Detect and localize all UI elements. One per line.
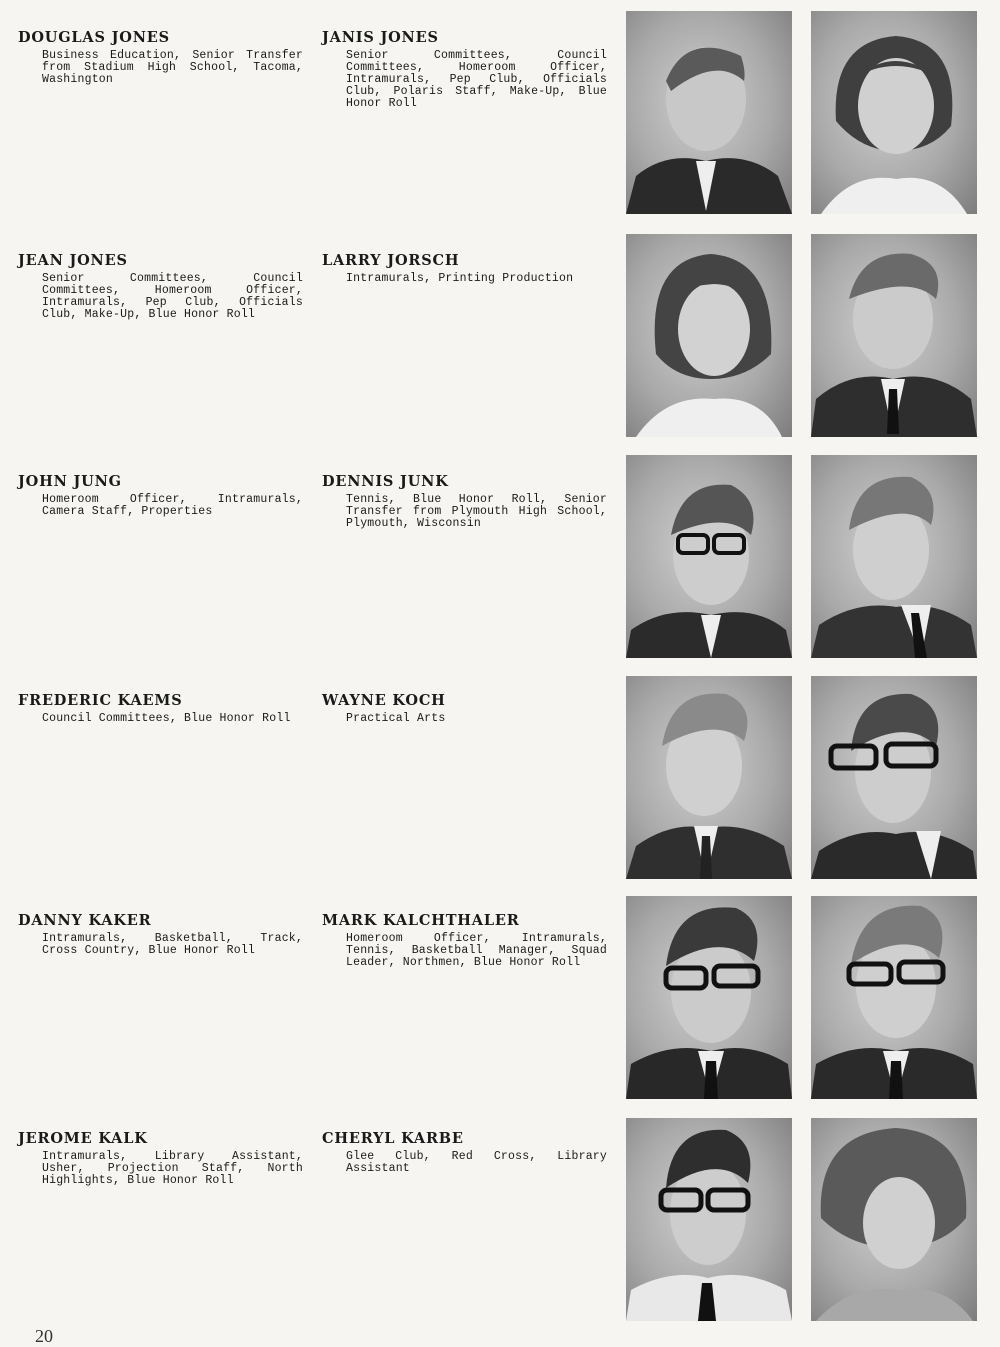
student-entry-jerome-kalk xyxy=(18,1130,303,1187)
student-row-1 xyxy=(0,11,1000,216)
student-name: JOHN JUNG xyxy=(18,473,122,490)
student-activities: Homeroom Officer, Intramurals, Camera Staff, Properties xyxy=(42,493,303,518)
student-entry-dennis-junk xyxy=(322,473,607,530)
student-activities: Tennis, Blue Honor Roll, Senior Transfer from Plymouth High School, Plymouth, Wisconsin xyxy=(346,493,607,530)
portrait-photo-danny-kaker xyxy=(626,896,792,1099)
student-entry-cheryl-karbe xyxy=(322,1130,607,1175)
student-name: CHERYL KARBE xyxy=(322,1130,464,1147)
student-entry-mark-kalchthaler xyxy=(322,912,607,969)
student-row-5 xyxy=(0,896,1000,1101)
portrait-photo-jerome-kalk xyxy=(626,1118,792,1321)
student-row-6 xyxy=(0,1118,1000,1323)
student-entry-larry-jorsch xyxy=(322,252,607,285)
student-entry-danny-kaker xyxy=(18,912,303,957)
student-activities: Senior Committees, Council Committees, Homeroom Officer, Intramurals, Pep Club, Officials Club, Make-Up, Blue Honor Roll xyxy=(42,272,303,321)
student-entry-john-jung xyxy=(18,473,303,518)
portrait-photo-cheryl-karbe xyxy=(811,1118,977,1321)
page-number: 20 xyxy=(35,1326,53,1346)
student-activities: Intramurals, Library Assistant, Usher, Projection Staff, North Highlights, Blue Honor Roll xyxy=(42,1150,303,1187)
student-name: JEAN JONES xyxy=(18,252,128,269)
portrait-photo-mark-kalchthaler xyxy=(811,896,977,1099)
portrait-photo-dennis-junk xyxy=(811,455,977,658)
student-name: WAYNE KOCH xyxy=(322,692,446,709)
student-name: MARK KALCHTHALER xyxy=(322,912,520,929)
student-entry-janis-jones xyxy=(322,29,607,110)
student-entry-douglas-jones xyxy=(18,29,303,86)
portrait-photo-larry-jorsch xyxy=(811,234,977,437)
student-activities: Senior Committees, Council Committees, Homeroom Officer, Intramurals, Pep Club, Officials Club, Polaris Staff, Make-Up, Blue Honor Roll xyxy=(346,49,607,110)
student-name: JEROME KALK xyxy=(18,1130,148,1147)
portrait-photo-jean-jones xyxy=(626,234,792,437)
student-name: LARRY JORSCH xyxy=(322,252,460,269)
student-activities: Intramurals, Basketball, Track, Cross Country, Blue Honor Roll xyxy=(42,932,303,957)
student-entry-wayne-koch xyxy=(322,692,607,725)
student-activities: Glee Club, Red Cross, Library Assistant xyxy=(346,1150,607,1175)
student-activities: Intramurals, Printing Production xyxy=(346,272,574,285)
student-activities: Homeroom Officer, Intramurals, Tennis, Basketball Manager, Squad Leader, Northmen, Blue Honor Roll xyxy=(346,932,607,969)
portrait-photo-wayne-koch xyxy=(811,676,977,879)
student-name: DENNIS JUNK xyxy=(322,473,449,490)
student-name: JANIS JONES xyxy=(322,29,439,46)
student-row-2 xyxy=(0,234,1000,439)
student-entry-jean-jones xyxy=(18,252,303,321)
portrait-photo-john-jung xyxy=(626,455,792,658)
portrait-photo-douglas-jones xyxy=(626,11,792,214)
student-activities: Council Committees, Blue Honor Roll xyxy=(42,712,291,725)
student-name: DANNY KAKER xyxy=(18,912,152,929)
student-row-4 xyxy=(0,676,1000,881)
student-name: FREDERIC KAEMS xyxy=(18,692,183,709)
portrait-photo-frederic-kaems xyxy=(626,676,792,879)
student-activities: Practical Arts xyxy=(346,712,446,725)
student-name: DOUGLAS JONES xyxy=(18,29,170,46)
portrait-photo-janis-jones xyxy=(811,11,977,214)
student-row-3 xyxy=(0,455,1000,660)
student-activities: Business Education, Senior Transfer from Stadium High School, Tacoma, Washington xyxy=(42,49,303,86)
student-entry-frederic-kaems xyxy=(18,692,303,725)
